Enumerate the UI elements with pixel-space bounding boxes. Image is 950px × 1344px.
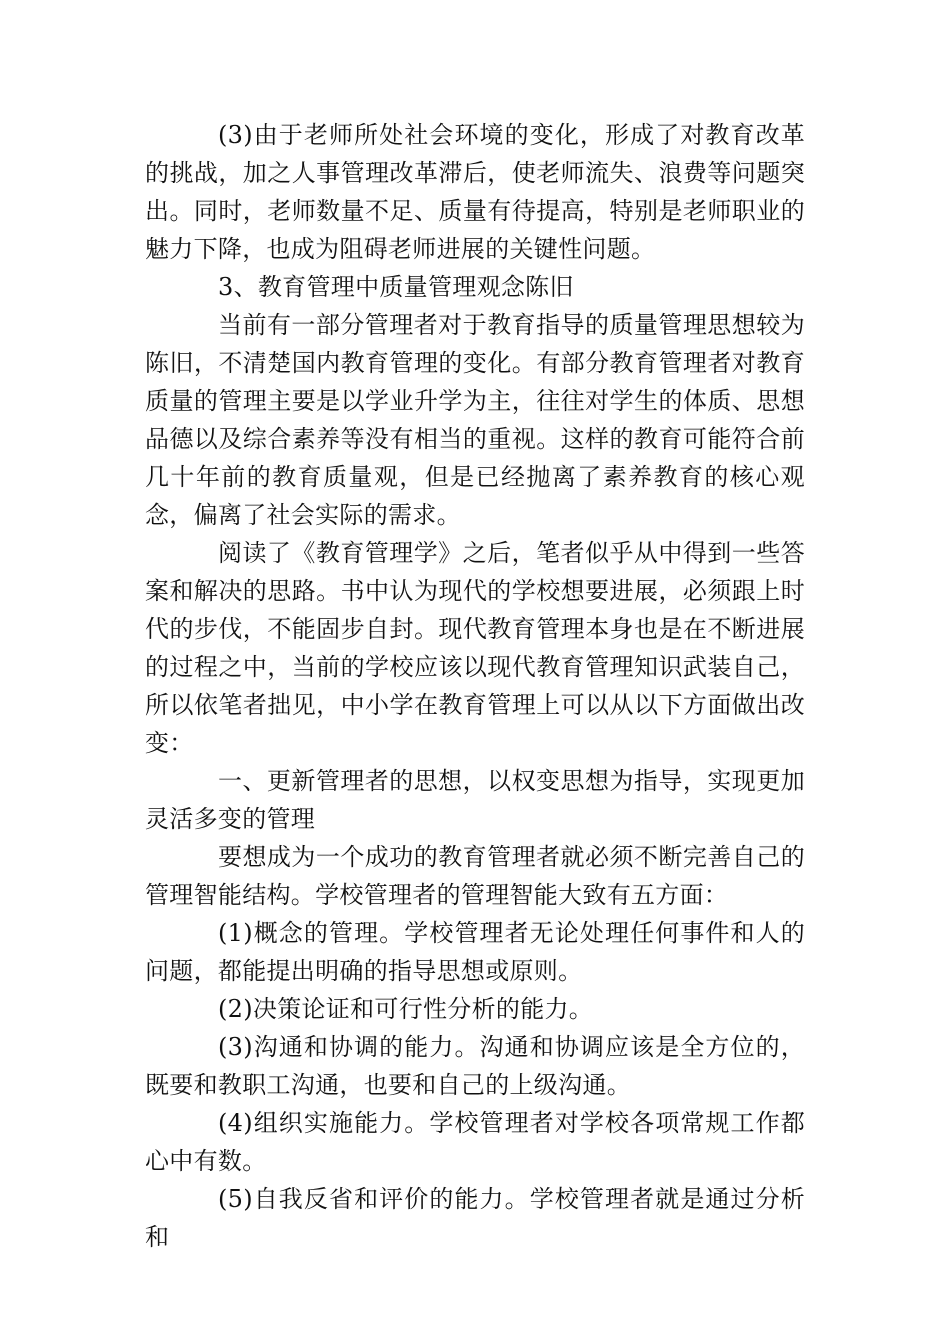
- list-item-organization: (4)组织实施能力。学校管理者对学校各项常规工作都心中有数。: [145, 1109, 805, 1175]
- section-heading-update-thinking: 一、更新管理者的思想，以权变思想为指导，实现更加灵活多变的管理: [145, 767, 805, 833]
- paragraph-teacher-environment: (3)由于老师所处社会环境的变化，形成了对教育改革的挑战，加之人事管理改革滞后，使老师流失、浪费等问题突出。同时，老师数量不足、质量有待提高，特别是老师职业的魅力下降，也成为阻碍老师进展的关键性问题。: [145, 121, 805, 263]
- paragraph-quality-concept: 当前有一部分管理者对于教育指导的质量管理思想较为陈旧，不清楚国内教育管理的变化。有部分教育管理者对教育质量的管理主要是以学业升学为主，往往对学生的体质、思想品德以及综合素养等没有相当的重视。这样的教育可能符合前几十年前的教育质量观，但是已经抛离了素养教育的核心观念，偏离了社会实际的需求。: [145, 311, 805, 529]
- list-item-concept-management: (1)概念的管理。学校管理者无论处理任何事件和人的问题，都能提出明确的指导思想或原则。: [145, 919, 805, 985]
- paragraph-management-intelligence: 要想成为一个成功的教育管理者就必须不断完善自己的管理智能结构。学校管理者的管理智能大致有五方面：: [145, 843, 805, 909]
- list-item-communication: (3)沟通和协调的能力。沟通和协调应该是全方位的，既要和教职工沟通，也要和自己的上级沟通。: [145, 1033, 805, 1099]
- document-body: [145, 116, 805, 1256]
- list-item-decision-analysis: (2)决策论证和可行性分析的能力。: [218, 995, 594, 1023]
- list-item-self-reflection: (5)自我反省和评价的能力。学校管理者就是通过分析和: [145, 1185, 805, 1251]
- section-heading-quality-management: 3、教育管理中质量管理观念陈旧: [218, 273, 574, 301]
- paragraph-reading-reflection: 阅读了《教育管理学》之后，笔者似乎从中得到一些答案和解决的思路。书中认为现代的学校想要进展，必须跟上时代的步伐，不能固步自封。现代教育管理本身也是在不断进展的过程之中，当前的学校应该以现代教育管理知识武装自己，所以依笔者拙见，中小学在教育管理上可以从以下方面做出改变：: [145, 539, 805, 757]
